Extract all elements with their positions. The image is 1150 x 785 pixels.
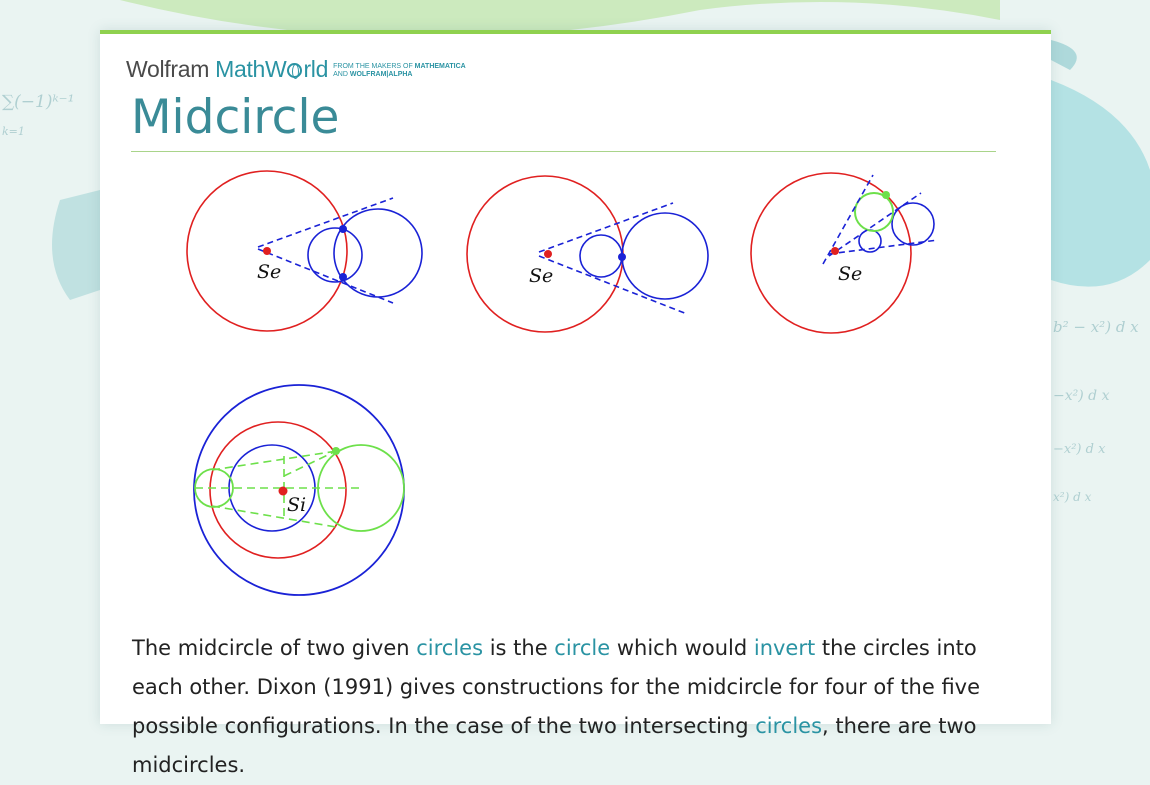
figure-3-label: Se <box>838 263 863 285</box>
title-divider <box>131 151 996 152</box>
globe-icon <box>287 63 302 78</box>
brand-mathworld: MathW rld <box>215 56 329 82</box>
brand-tagline: FROM THE MAKERS OF MATHEMATICA AND WOLFRAM|ALPHA <box>333 63 466 78</box>
page-title: Midcircle <box>131 90 340 145</box>
link-invert[interactable]: invert <box>753 636 816 660</box>
bg-formula-right-4: x²) d x <box>1053 490 1092 504</box>
content-card <box>100 30 1051 777</box>
wolfram-mathworld-logo[interactable] <box>126 58 466 81</box>
definition-paragraph: The midcircle of two given circles is the circle which would invert the circles into each other. Dixon (1991) gives constructions for the midcircle for four of the five possible configurations. In the case of the two intersecting circles, there are two midcircles. <box>132 636 981 777</box>
figure-2-label: Se <box>529 265 554 287</box>
brand-wolfram: Wolfram <box>126 56 210 82</box>
bg-formula-right-2: −x²) d x <box>1053 388 1110 404</box>
figure-internal <box>190 378 420 596</box>
bg-formula-right-1: b² − x²) d x <box>1053 318 1139 336</box>
link-circles[interactable]: circles <box>416 636 484 660</box>
figure-1-label: Se <box>257 261 282 283</box>
figure-4-label: Si <box>287 494 307 516</box>
bg-formula-sum: ∑(−1)ᵏ⁻¹ <box>2 92 75 112</box>
figure-external-3 <box>745 170 950 340</box>
link-circles-2[interactable]: circles <box>755 714 823 738</box>
figure-external-1 <box>180 170 430 340</box>
link-circle[interactable]: circle <box>554 636 611 660</box>
bg-formula-sum-lower: k=1 <box>2 125 25 138</box>
bg-formula-right-3: −x²) d x <box>1053 442 1106 457</box>
figure-external-2 <box>465 170 725 340</box>
